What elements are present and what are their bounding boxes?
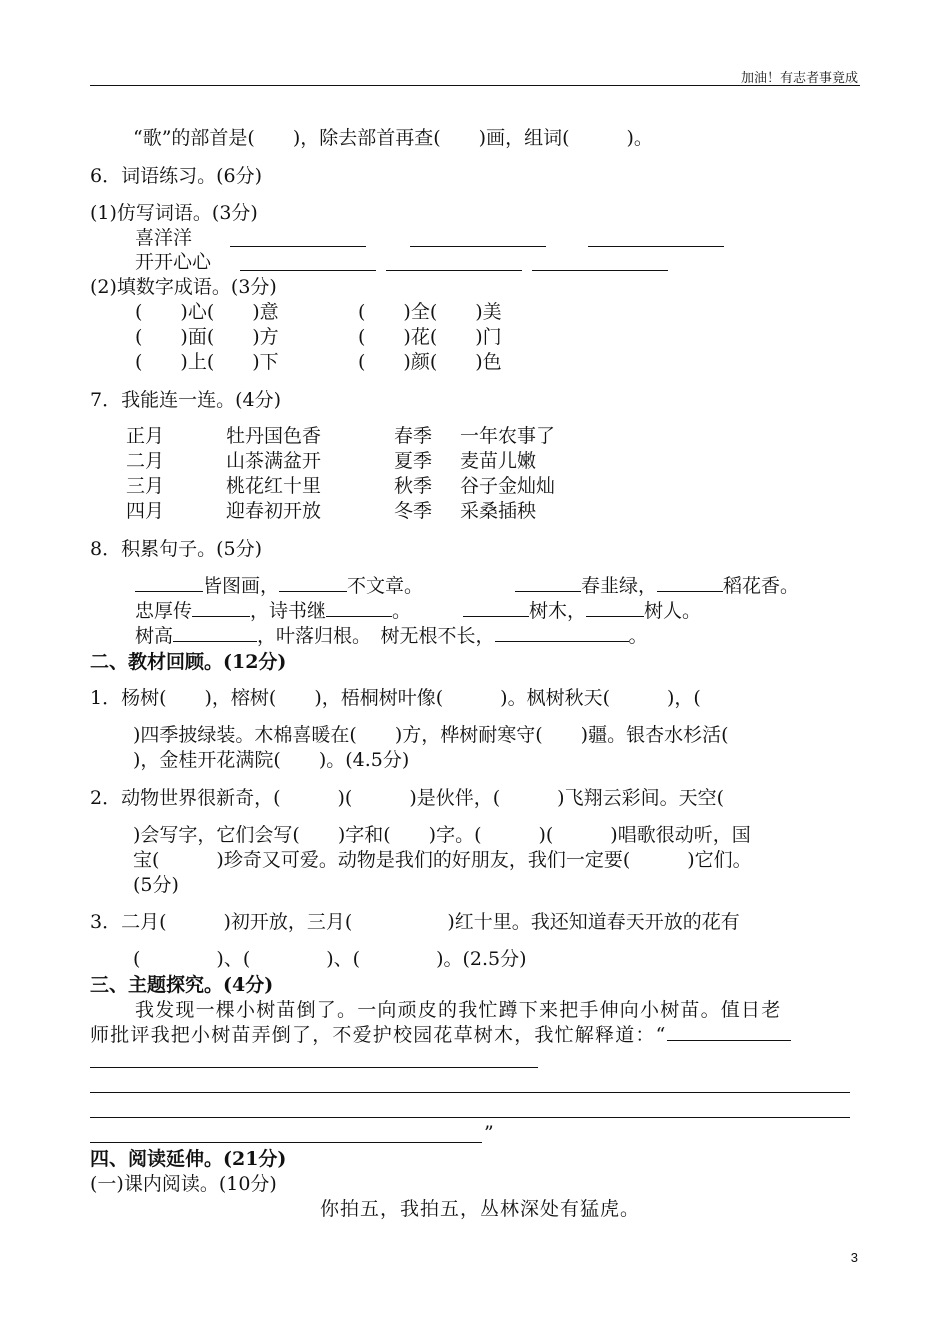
blank-line[interactable] xyxy=(135,574,203,592)
section-2-q2: 2．动物世界很新奇，( )( )是伙伴，( )飞翔云彩间。天空( xyxy=(90,787,724,809)
section-2-q1: 1．杨树( )，榕树( )，梧桐树叶像( )。枫树秋天( )，( xyxy=(90,687,701,709)
section-2-q1-cont: )四季披绿装。木棉喜暖在( )方，桦树耐寒守( )疆。银杏水杉活( xyxy=(133,724,729,746)
sentence-line-1b: 春韭绿， 稻花香。 xyxy=(515,574,799,598)
answer-line[interactable] xyxy=(90,1142,482,1143)
blank-line[interactable] xyxy=(463,599,529,617)
answer-line[interactable] xyxy=(90,1092,850,1093)
month-item[interactable]: 二月 xyxy=(126,450,165,472)
blank-line[interactable] xyxy=(495,624,629,642)
example-word-1: 喜洋洋 xyxy=(135,227,193,249)
section-3-paragraph: 师批评我把小树苗弄倒了，不爱护校园花草树木，我忙解释道：“ xyxy=(90,1023,791,1047)
activity-item[interactable]: 谷子金灿灿 xyxy=(460,475,556,497)
blank-line[interactable] xyxy=(515,574,581,592)
season-item[interactable]: 冬季 xyxy=(394,500,433,522)
activity-item[interactable]: 麦苗儿嫩 xyxy=(460,450,537,472)
blank-line[interactable] xyxy=(588,246,724,247)
example-word-2: 开开心心 xyxy=(135,251,212,273)
page-number: 3 xyxy=(850,1250,858,1265)
sentence-line-2: 忠厚传 ，诗书继 。 xyxy=(135,600,412,622)
idiom-blank: ( )面( )方 xyxy=(135,326,279,348)
activity-item[interactable]: 一年农事了 xyxy=(460,425,556,447)
idiom-blank: ( )上( )下 xyxy=(135,351,279,373)
blank-line[interactable] xyxy=(192,599,250,617)
season-item[interactable]: 春季 xyxy=(394,425,433,447)
section-3-paragraph: 我发现一棵小树苗倒了。一向顽皮的我忙蹲下来把手伸向小树苗。值日老 xyxy=(135,999,782,1021)
blank-line[interactable] xyxy=(240,270,376,271)
idiom-blank: ( )花( )门 xyxy=(358,326,502,348)
q6-part1-title: (1)仿写词语。(3分) xyxy=(90,202,258,224)
idiom-blank: ( )心( )意 xyxy=(135,301,279,323)
idiom-blank: ( )全( )美 xyxy=(358,301,502,323)
section-2-q2-cont: 宝( )珍奇又可爱。动物是我们的好朋友，我们一定要( )它们。 xyxy=(133,849,752,871)
month-item[interactable]: 四月 xyxy=(126,500,165,522)
flower-item[interactable]: 桃花红十里 xyxy=(226,475,322,497)
flower-item[interactable]: 牡丹国色香 xyxy=(226,425,322,447)
q6-part2-title: (2)填数字成语。(3分) xyxy=(90,276,277,298)
blank-line[interactable] xyxy=(326,599,392,617)
question-7-title: 7．我能连一连。(4分) xyxy=(90,389,282,411)
section-2-title: 二、教材回顾。(12分) xyxy=(90,651,287,673)
idiom-blank: ( )颜( )色 xyxy=(358,351,502,373)
blank-line[interactable] xyxy=(586,599,644,617)
blank-line[interactable] xyxy=(532,270,668,271)
answer-line[interactable] xyxy=(667,1023,791,1041)
sentence-line-1: 皆图画， 不文章。 xyxy=(135,574,423,598)
month-item[interactable]: 正月 xyxy=(126,425,165,447)
reading-passage-line: 你拍五，我拍五，丛林深处有猛虎。 xyxy=(320,1198,641,1220)
flower-item[interactable]: 迎春初开放 xyxy=(226,500,322,522)
blank-line[interactable] xyxy=(230,246,366,247)
question-8-title: 8．积累句子。(5分) xyxy=(90,538,263,560)
month-item[interactable]: 三月 xyxy=(126,475,165,497)
section-2-q2-score: (5分) xyxy=(133,874,179,896)
radical-question: “歌”的部首是( )，除去部首再查( )画，组词( )。 xyxy=(133,127,653,149)
header-rule xyxy=(90,85,860,86)
question-6-title: 6．词语练习。(6分) xyxy=(90,165,263,187)
answer-line[interactable] xyxy=(90,1067,538,1068)
blank-line[interactable] xyxy=(657,574,723,592)
section-4-part1-title: (一)课内阅读。(10分) xyxy=(90,1173,277,1195)
sentence-line-2b: 树木， 树人。 xyxy=(463,599,701,623)
sentence-line-3: 树高 ，叶落归根。 树无根不长， 。 xyxy=(135,625,648,647)
section-2-q3: 3．二月( )初开放，三月( )红十里。我还知道春天开放的花有 xyxy=(90,911,740,933)
section-4-title: 四、阅读延伸。(21分) xyxy=(90,1148,287,1170)
blank-line[interactable] xyxy=(173,624,257,642)
closing-quote: ” xyxy=(484,1122,494,1144)
season-item[interactable]: 秋季 xyxy=(394,475,433,497)
section-3-title: 三、主题探究。(4分) xyxy=(90,974,274,996)
answer-line[interactable] xyxy=(90,1117,850,1118)
header-motto: 加油！有志者事竟成 xyxy=(740,71,858,86)
blank-line[interactable] xyxy=(410,246,546,247)
activity-item[interactable]: 采桑插秧 xyxy=(460,500,537,522)
blank-line[interactable] xyxy=(386,270,522,271)
section-2-q2-cont: )会写字，它们会写( )字和( )字。( )( )唱歌很动听，国 xyxy=(133,824,751,846)
section-2-q1-cont: )，金桂开花满院( )。(4.5分) xyxy=(133,749,410,771)
section-2-q3-cont: ( )、( )、( )。(2.5分) xyxy=(133,948,527,970)
flower-item[interactable]: 山茶满盆开 xyxy=(226,450,322,472)
blank-line[interactable] xyxy=(279,574,347,592)
season-item[interactable]: 夏季 xyxy=(394,450,433,472)
